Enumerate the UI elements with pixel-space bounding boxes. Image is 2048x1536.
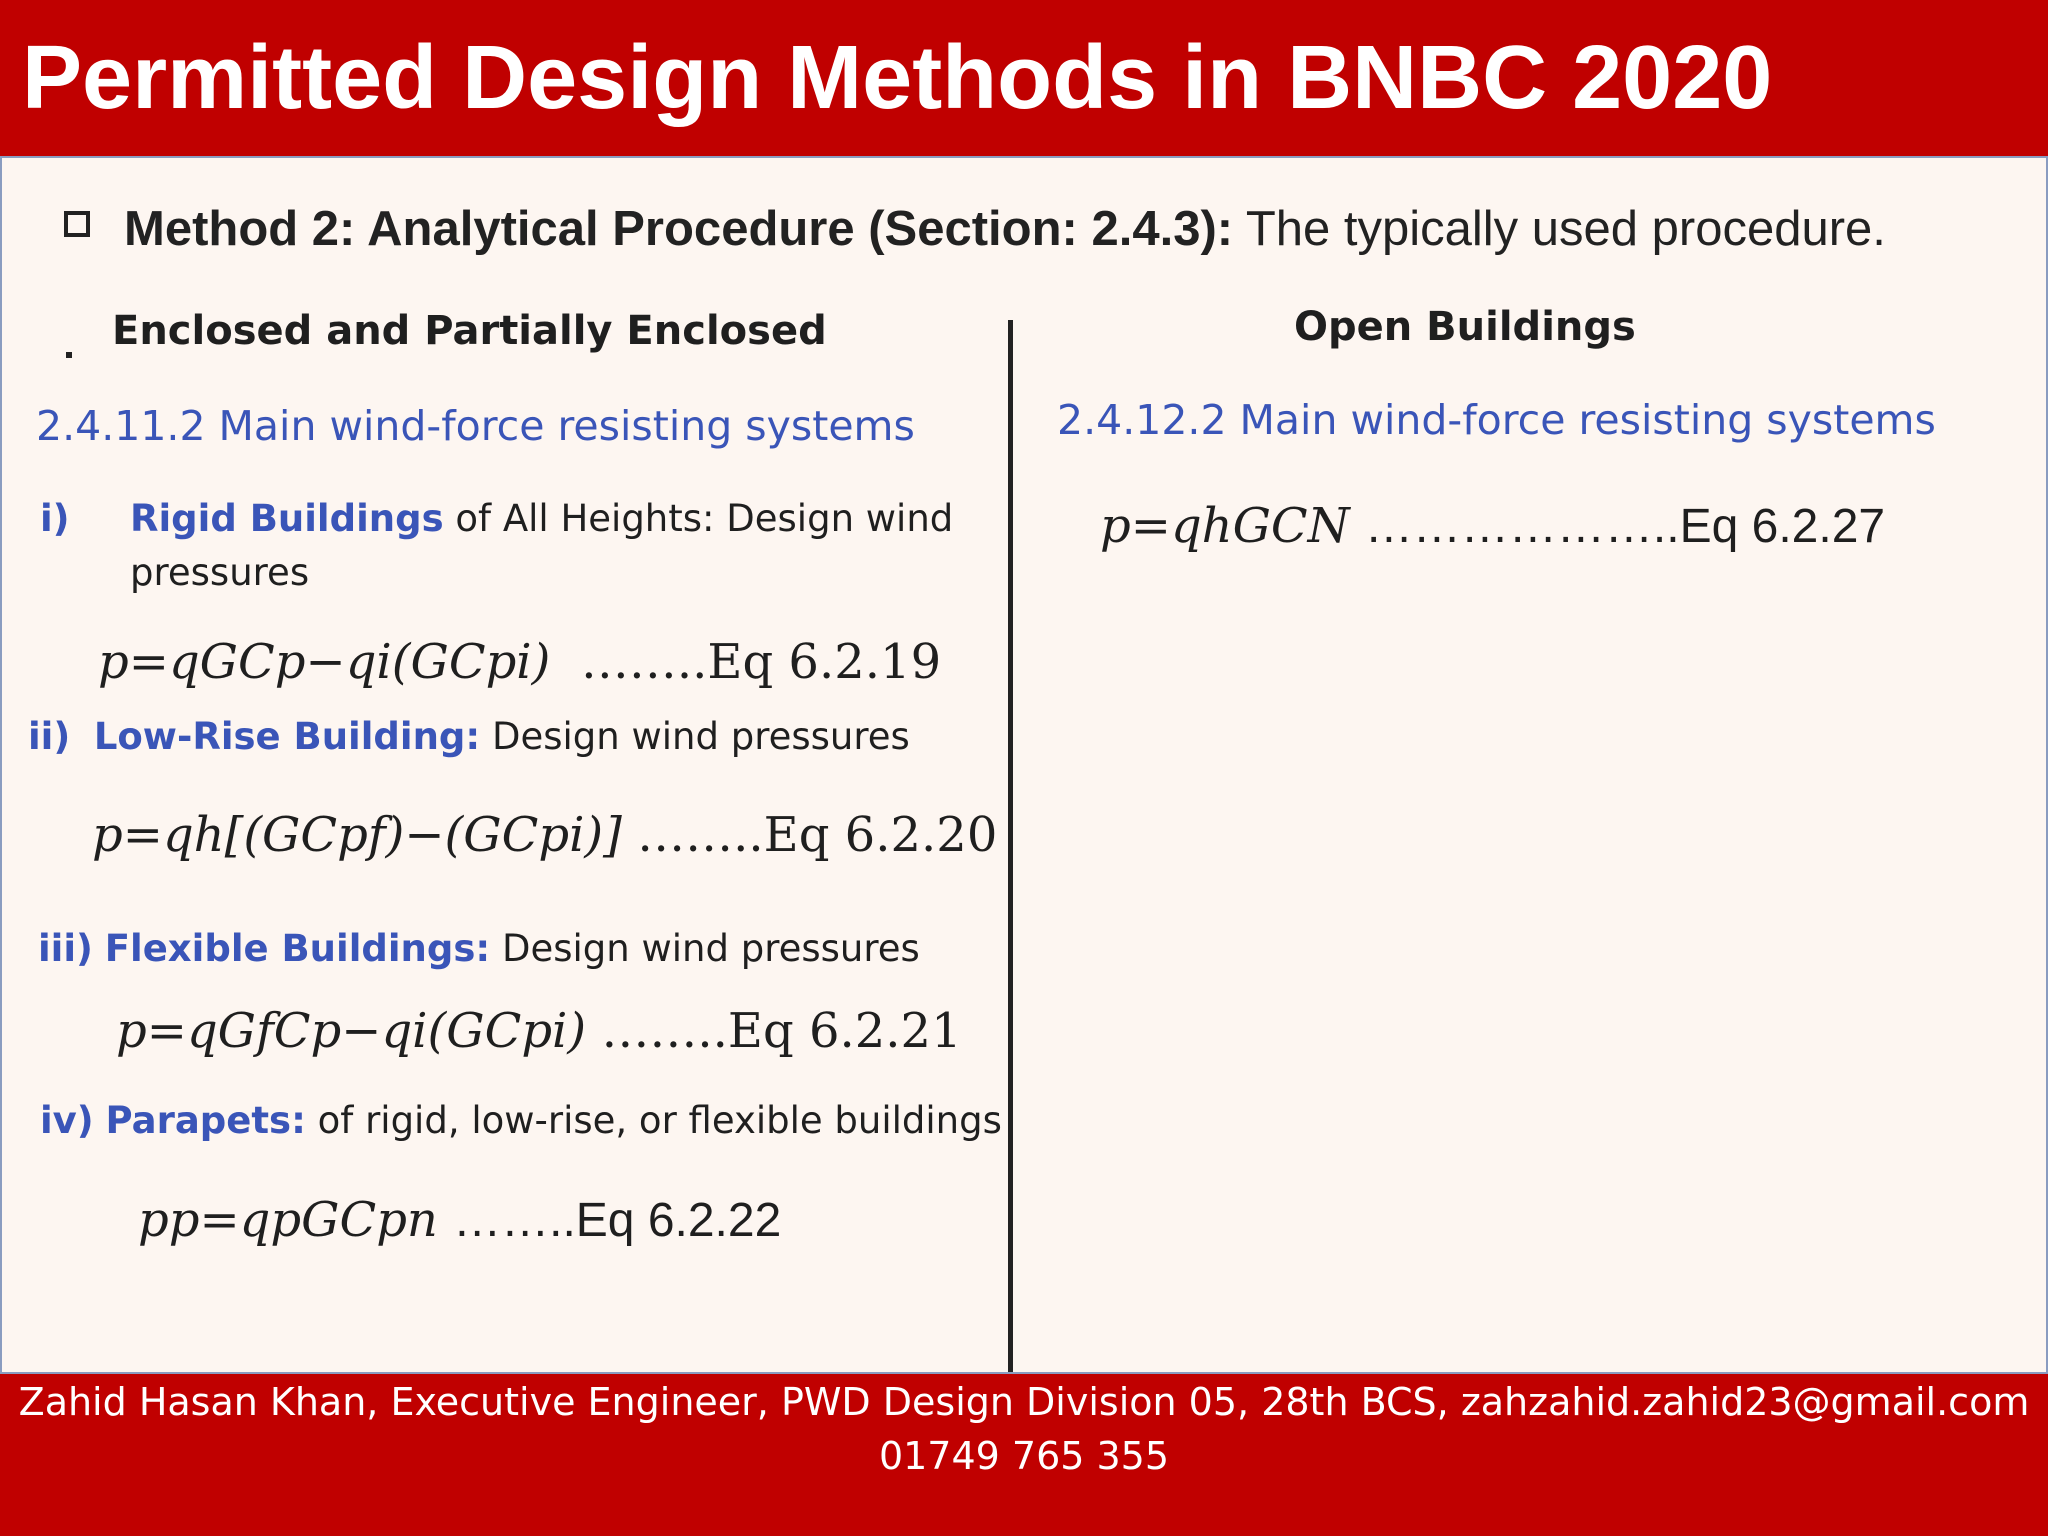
- left-column-heading: Enclosed and Partially Enclosed: [112, 308, 827, 354]
- equation-ref: ……..Eq 6.2.21: [601, 1003, 962, 1059]
- item-number-ii: ii): [28, 715, 71, 758]
- slide-footer: [0, 1372, 2048, 1536]
- bullet-dot-icon: [66, 352, 72, 358]
- item-text-continued: pressures: [130, 551, 310, 594]
- method-label: Method 2: Analytical Procedure (Section: 2.4.3):: [124, 202, 1234, 256]
- equation-ref: ………………..Eq 6.2.27: [1364, 500, 1886, 553]
- equation-6-2-22: [138, 1188, 781, 1253]
- right-column-heading: Open Buildings: [1294, 304, 1636, 350]
- item-label: Low-Rise Building:: [93, 715, 481, 758]
- item-label: Rigid Buildings: [130, 497, 444, 540]
- equation-formula: p=qGfCp−qi(GCpi): [116, 1003, 587, 1059]
- equation-6-2-20: [92, 803, 997, 867]
- footer-phone-line: 01749 765 355: [878, 1434, 1170, 1478]
- left-section-title: 2.4.11.2 Main wind-force resisting systems: [36, 402, 915, 450]
- item-rigid-buildings: [130, 492, 953, 546]
- item-label: Flexible Buildings:: [104, 927, 491, 970]
- equation-formula: pp=qpGCpn: [138, 1192, 438, 1248]
- equation-ref: ……..Eq 6.2.20: [637, 807, 998, 863]
- slide-header: [0, 0, 2048, 158]
- equation-6-2-21: [116, 999, 962, 1063]
- equation-formula: p=qGCp−qi(GCpi): [98, 634, 551, 690]
- equation-6-2-19: [98, 630, 941, 694]
- item-parapets: [40, 1094, 1002, 1148]
- item-text: Design wind pressures: [480, 715, 910, 758]
- item-text: Design wind pressures: [490, 927, 920, 970]
- equation-ref: ……..Eq 6.2.19: [580, 634, 942, 690]
- equation-ref: ……..Eq 6.2.22: [453, 1194, 782, 1247]
- method-text: The typically used procedure.: [1233, 202, 1886, 256]
- method-line: [64, 194, 1886, 264]
- slide-title: Permitted Design Methods in BNBC 2020: [22, 28, 1773, 128]
- item-number-iii: iii): [38, 927, 93, 970]
- item-text: of rigid, low-rise, or flexible buildings: [305, 1099, 1002, 1142]
- item-flexible-buildings: [38, 922, 920, 976]
- equation-formula: p=qh[(GCpf)−(GCpi)]: [92, 807, 622, 863]
- item-low-rise-building: [28, 710, 910, 764]
- item-number-i: i): [40, 497, 70, 540]
- item-number-iv: iv): [40, 1099, 94, 1142]
- item-label: Parapets:: [105, 1099, 306, 1142]
- item-text: of All Heights: Design wind: [443, 497, 954, 540]
- footer-author-line: Zahid Hasan Khan, Executive Engineer, PWD Design Division 05, 28th BCS, zahzahid.zahid23@gmail.com: [18, 1380, 2030, 1424]
- equation-6-2-27: [1100, 494, 1885, 559]
- slide-content: [0, 158, 2048, 1372]
- equation-formula: p=qhGCN: [1100, 498, 1350, 554]
- right-section-title: 2.4.12.2 Main wind-force resisting systems: [1057, 396, 1936, 444]
- column-divider: [1008, 320, 1013, 1466]
- checkbox-bullet-icon: [64, 211, 90, 237]
